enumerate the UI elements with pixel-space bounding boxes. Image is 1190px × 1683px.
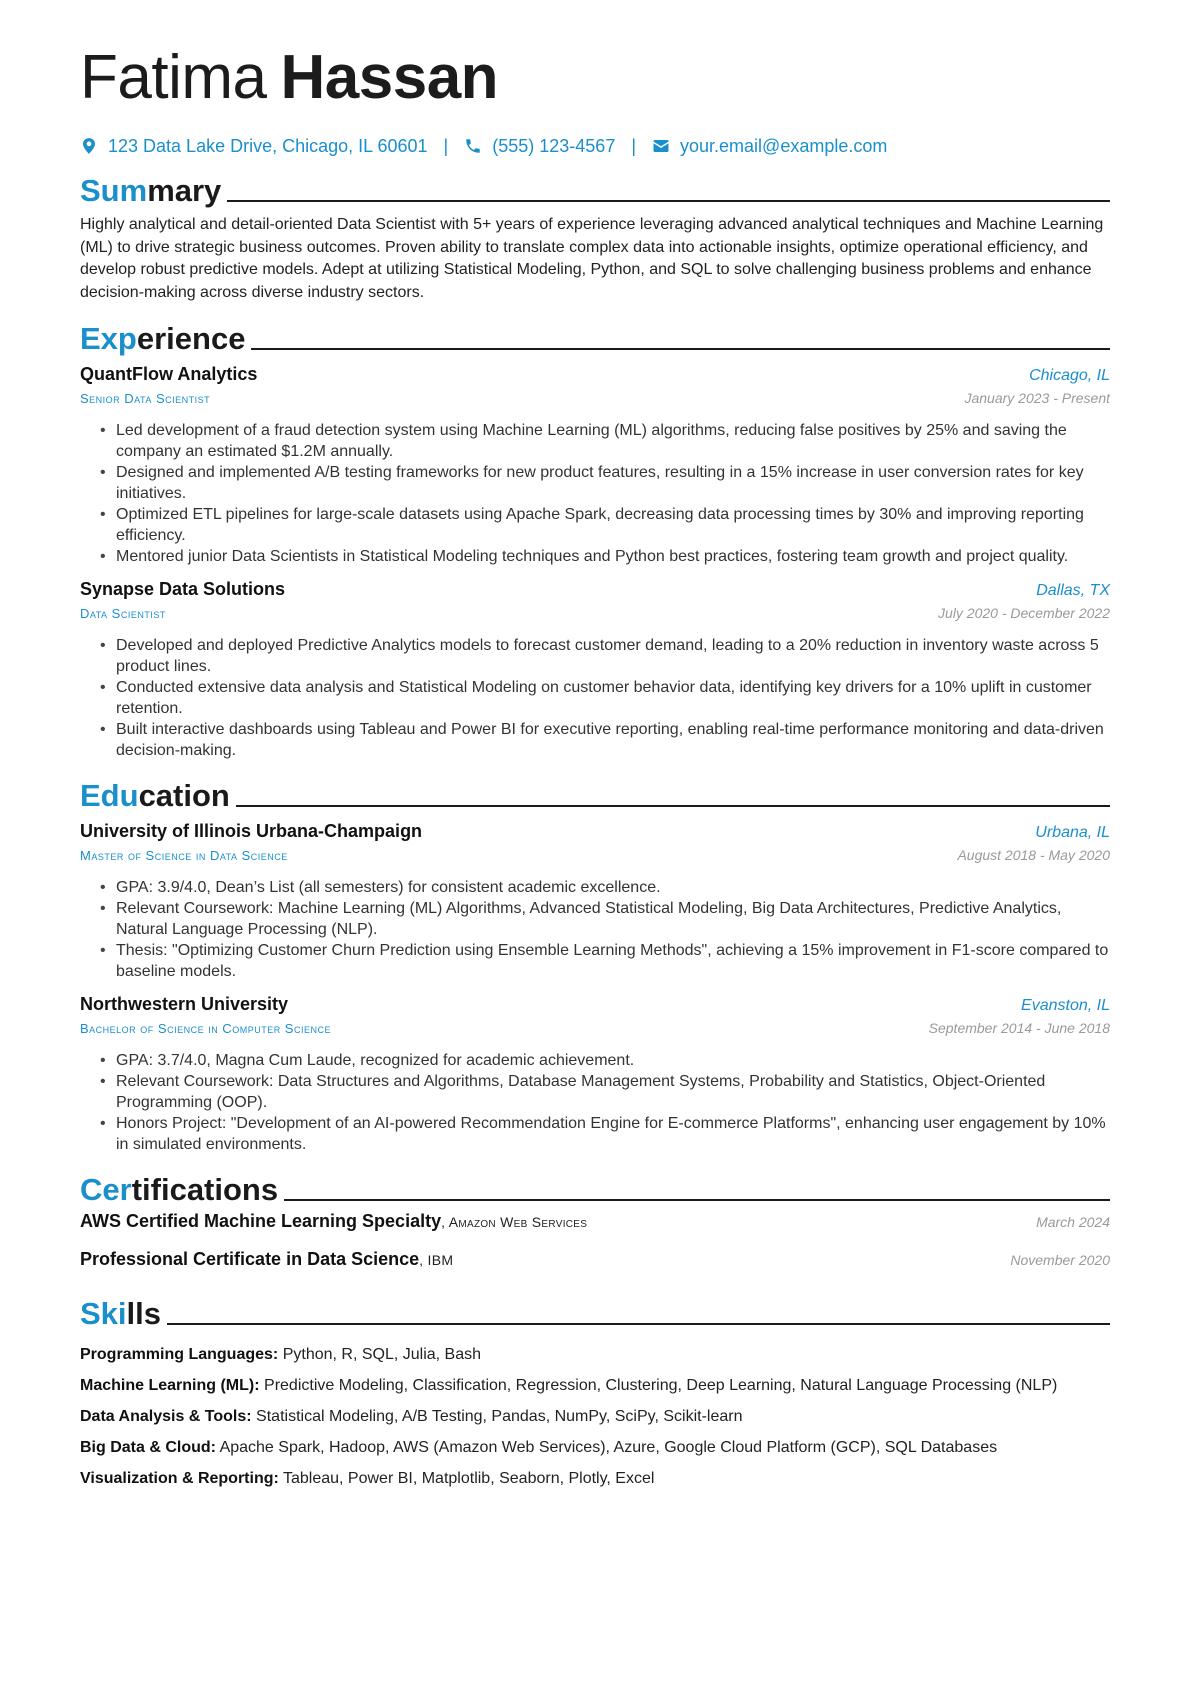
study-dates: September 2014 - June 2018 [928, 1020, 1110, 1036]
list-item: • Mentored junior Data Scientists in Statistical Modeling techniques and Python best practices, fostering team growth and project quality. [116, 546, 1110, 567]
section-rule [167, 1323, 1110, 1325]
certification-name: AWS Certified Machine Learning Specialty [80, 1211, 442, 1231]
section-rule [251, 348, 1110, 350]
phone-text: (555) 123-4567 [492, 135, 616, 156]
education-entry [80, 994, 1110, 1155]
list-item: • Built interactive dashboards using Tableau and Power BI for executive reporting, enabling real-time performance monitoring and data-driven decision-making. [116, 719, 1110, 761]
contact-separator: | [631, 135, 637, 156]
last-name: Hassan [280, 43, 499, 112]
list-item: • Optimized ETL pipelines for large-scale datasets using Apache Spark, decreasing data processing times by 30% and improving reporting efficiency. [116, 504, 1110, 546]
contact-email[interactable] [652, 136, 887, 157]
list-item: • Thesis: "Optimizing Customer Churn Prediction using Ensemble Learning Methods", achieving a 15% improvement in F1-score compared to baseline models. [116, 940, 1110, 982]
list-item: • GPA: 3.7/4.0, Magna Cum Laude, recognized for academic achievement. [116, 1050, 1110, 1071]
skill-values: Python, R, SQL, Julia, Bash [282, 1346, 482, 1363]
skill-row [80, 1370, 1110, 1401]
experience-heading: Experience [80, 314, 1110, 356]
certification-issuer: Amazon Web Services [448, 1214, 588, 1230]
certification-item: Professional Certificate in Data Science, IBM November 2020 [80, 1249, 1110, 1269]
skill-values: Tableau, Power BI, Matplotlib, Seaborn, Plotly, Excel [282, 1470, 655, 1487]
email-link[interactable]: your.email@example.com [680, 135, 888, 156]
experience-entry [80, 364, 1110, 567]
summary-text: Highly analytical and detail-oriented Data Scientist with 5+ years of experience leveraging advanced analytical techniques and Machine Learning (ML) to drive strategic business outcomes. Proven ability to translate complex data into actionable insights, optimize operational efficiency, and develop robust predictive models. Adept at utilizing Statistical Modeling, Python, and SQL to solve challenging business problems and enhance decision-making across diverse industry sectors. [80, 216, 1104, 301]
skill-row [80, 1401, 1110, 1432]
certification-date: March 2024 [1036, 1214, 1110, 1230]
degree: Master of Science in Data Science [80, 848, 288, 863]
achievement-list [80, 635, 1110, 761]
contact-bar [80, 132, 1110, 160]
address-text: 123 Data Lake Drive, Chicago, IL 60601 [108, 135, 428, 156]
list-item: • Relevant Coursework: Machine Learning (ML) Algorithms, Advanced Statistical Modeling, Big Data Architectures, Predictive Analytics, Natural Language Processing (NLP). [116, 898, 1110, 940]
skills-list [80, 1339, 1110, 1494]
degree: Bachelor of Science in Computer Science [80, 1021, 331, 1036]
envelope-icon [652, 137, 670, 155]
job-dates: July 2020 - December 2022 [938, 605, 1110, 621]
certification-name: Professional Certificate in Data Science [80, 1249, 420, 1269]
job-title: Data Scientist [80, 606, 166, 621]
skill-values: Predictive Modeling, Classification, Regression, Clustering, Deep Learning, Natural Language Processing (NLP) [264, 1377, 1058, 1394]
job-location: Chicago, IL [1029, 367, 1110, 384]
employer-name: QuantFlow Analytics [80, 364, 258, 384]
list-item: • Conducted extensive data analysis and Statistical Modeling on customer behavior data, identifying key drivers for a 10% uplift in customer retention. [116, 677, 1110, 719]
list-item: • Relevant Coursework: Data Structures and Algorithms, Database Management Systems, Probability and Statistics, Object-Oriented Programming (OOP). [116, 1071, 1110, 1113]
school-location: Urbana, IL [1035, 824, 1110, 841]
contact-address [80, 136, 428, 157]
list-item: • Led development of a fraud detection system using Machine Learning (ML) algorithms, reducing false positives by 25% and saving the company an estimated $1.2M annually. [116, 420, 1110, 462]
phone-icon [464, 137, 482, 155]
certification-issuer: IBM [427, 1252, 454, 1268]
section-rule [227, 200, 1110, 202]
employer-name: Synapse Data Solutions [80, 579, 286, 599]
map-marker-icon [80, 137, 98, 155]
contact-phone[interactable] [464, 136, 615, 157]
job-dates: January 2023 - Present [964, 390, 1110, 406]
skill-category: Machine Learning (ML): [80, 1377, 260, 1394]
list-item: • Honors Project: "Development of an AI-powered Recommendation Engine for E-commerce Platforms", enhancing user engagement by 10% in simulated environments. [116, 1113, 1110, 1155]
skill-category: Data Analysis & Tools: [80, 1408, 252, 1425]
certification-item: AWS Certified Machine Learning Specialty, Amazon Web Services March 2024 [80, 1211, 1110, 1231]
skill-values: Apache Spark, Hadoop, AWS (Amazon Web Services), Azure, Google Cloud Platform (GCP), SQL Databases [219, 1439, 998, 1456]
skill-row [80, 1339, 1110, 1370]
job-title: Senior Data Scientist [80, 391, 211, 406]
school-name: University of Illinois Urbana-Champaign [80, 821, 423, 841]
skill-row [80, 1463, 1110, 1494]
list-item: • GPA: 3.9/4.0, Dean’s List (all semesters) for consistent academic excellence. [116, 877, 1110, 898]
certification-date: November 2020 [1010, 1252, 1110, 1268]
section-rule [236, 805, 1110, 807]
skills-heading: Skills [80, 1289, 1110, 1331]
skill-category: Visualization & Reporting: [80, 1470, 279, 1487]
school-location: Evanston, IL [1021, 997, 1110, 1014]
section-rule [284, 1199, 1110, 1201]
certifications-heading: Certifications [80, 1165, 1110, 1207]
candidate-name [80, 38, 1110, 118]
skill-row [80, 1432, 1110, 1463]
list-item: • Developed and deployed Predictive Analytics models to forecast customer demand, leading to a 20% reduction in inventory waste across 5 product lines. [116, 635, 1110, 677]
experience-entry [80, 579, 1110, 761]
skill-category: Big Data & Cloud: [80, 1439, 216, 1456]
education-details [80, 1050, 1110, 1155]
achievement-list [80, 420, 1110, 567]
education-details [80, 877, 1110, 982]
education-heading: Education [80, 771, 1110, 813]
study-dates: August 2018 - May 2020 [957, 847, 1110, 863]
skill-values: Statistical Modeling, A/B Testing, Pandas, NumPy, SciPy, Scikit-learn [256, 1408, 743, 1425]
skill-category: Programming Languages: [80, 1346, 279, 1363]
education-entry [80, 821, 1110, 982]
school-name: Northwestern University [80, 994, 289, 1014]
contact-separator: | [443, 135, 449, 156]
job-location: Dallas, TX [1036, 582, 1110, 599]
list-item: • Designed and implemented A/B testing frameworks for new product features, resulting in a 15% increase in user conversion rates for key initiatives. [116, 462, 1110, 504]
summary-heading: Summary [80, 166, 1110, 208]
first-name: Fatima [80, 43, 267, 112]
